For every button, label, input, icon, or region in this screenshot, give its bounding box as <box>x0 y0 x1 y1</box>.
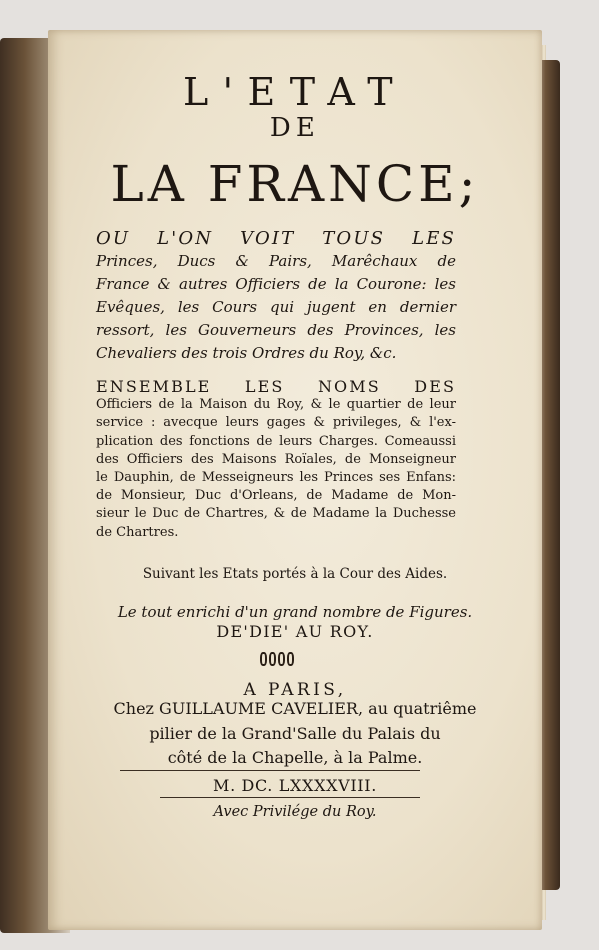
subtitle-line: France & autres Officiers de la Courone: les <box>96 275 456 293</box>
place-line: A PARIS, <box>243 680 347 700</box>
title-line-1: L'ETAT <box>182 70 408 114</box>
year-line: M. DC. LXXXXVIII. <box>213 776 377 795</box>
ensemble-line: service : avecque leurs gages & privileges, & l'ex- <box>96 415 456 431</box>
subtitle-line: Evêques, les Cours qui jugent en dernier <box>96 298 456 316</box>
dedication-line: DE'DIE' AU ROY. <box>216 622 374 641</box>
subtitle-line: OU L'ON VOIT TOUS LES <box>96 228 456 249</box>
ensemble-line: ENSEMBLE LES NOMS DES <box>96 377 456 396</box>
suivant-line: Suivant les Etats portés à la Cour des Aides. <box>142 566 448 582</box>
le-tout-line: Le tout enrichi d'un grand nombre de Figures. <box>117 603 473 621</box>
ensemble-line: de Chartres. <box>96 524 179 540</box>
printer-ornament-icon <box>260 651 300 669</box>
imprint-line-3: côté de la Chapelle, à la Palme. <box>167 748 423 767</box>
privilege-line: Avec Privilége du Roy. <box>213 804 377 820</box>
subtitle-line: Chevaliers des trois Ordres du Roy, &c. <box>96 344 397 362</box>
divider-rule <box>160 797 420 798</box>
subtitle-block <box>96 227 456 365</box>
ensemble-block <box>96 378 456 542</box>
divider-rule <box>120 770 420 771</box>
subtitle-line: ressort, les Gouverneurs des Provinces, les <box>96 321 456 339</box>
ensemble-line: de Monsieur, Duc d'Orleans, de Madame de Mon- <box>96 488 456 504</box>
subtitle-line: Princes, Ducs & Pairs, Marêchaux de <box>96 252 456 270</box>
title-line-3: LA FRANCE; <box>110 155 480 213</box>
ensemble-line: sieur le Duc de Chartres, & de Madame la Duchesse <box>96 506 456 522</box>
ensemble-line: Officiers de la Maison du Roy, & le quartier de leur <box>96 397 456 413</box>
ensemble-line: des Officiers des Maisons Roïales, de Monseigneur <box>96 451 456 467</box>
ensemble-line: plication des fonctions de leurs Charges. Comeaussi <box>96 433 456 449</box>
title-line-2: DE <box>269 113 321 143</box>
imprint-line-1: Chez GUILLAUME CAVELIER, au quatriême <box>113 699 477 718</box>
ensemble-line: le Dauphin, de Messeigneurs les Princes ses Enfans: <box>96 470 456 486</box>
imprint-line-2: pilier de la Grand'Salle du Palais du <box>149 724 441 743</box>
